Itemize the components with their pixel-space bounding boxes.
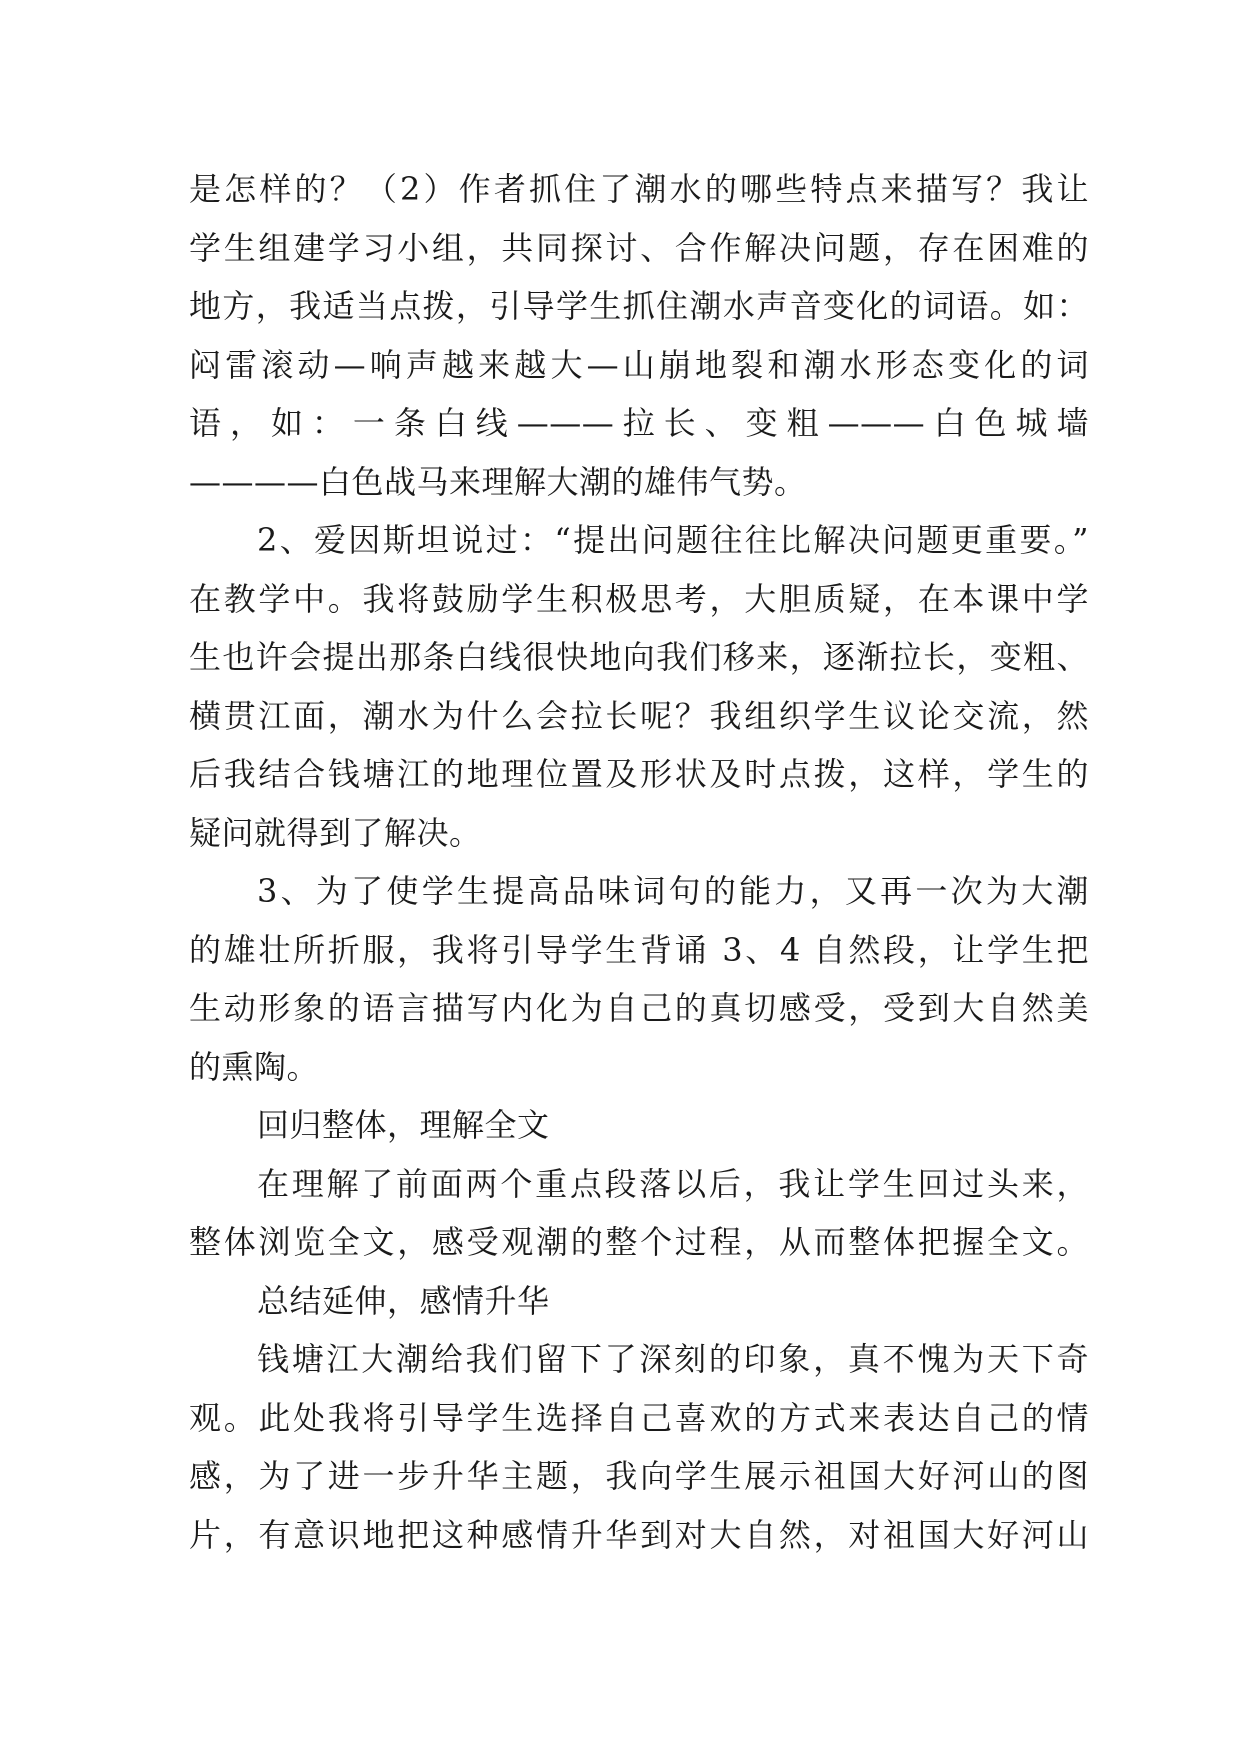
text-line: 学生组建学习小组，共同探讨、合作解决问题，存在困难的 <box>189 228 1089 267</box>
text-line: 生动形象的语言描写内化为自己的真切感受，受到大自然美 <box>189 989 1089 1027</box>
text-line: 整体浏览全文，感受观潮的整个过程，从而整体把握全文。 <box>189 1223 1089 1261</box>
text-line: 总结延伸，感情升华 <box>257 1281 550 1320</box>
text-line: 疑问就得到了解决。 <box>189 813 482 852</box>
text-line: 3、为了使学生提高品味词句的能力，又再一次为大潮 <box>257 872 1089 910</box>
text-line: 横贯江面，潮水为什么会拉长呢？我组织学生议论交流，然 <box>189 696 1089 735</box>
paragraph-4 <box>189 1155 1089 1272</box>
text-line: 地方，我适当点拨，引导学生抓住潮水声音变化的词语。如： <box>189 287 1089 325</box>
text-line: 回归整体，理解全文 <box>257 1106 550 1144</box>
heading-return-whole <box>189 1096 1089 1155</box>
paragraph-5 <box>189 1330 1089 1564</box>
paragraph-1 <box>189 160 1089 511</box>
text-line: 感，为了进一步升华主题，我向学生展示祖国大好河山的图 <box>189 1457 1089 1495</box>
text-line: 的雄壮所折服，我将引导学生背诵 3、4 自然段，让学生把 <box>189 930 1089 969</box>
text-line: ————白色战马来理解大潮的雄伟气势。 <box>189 462 807 501</box>
text-line: 2、爱因斯坦说过：“提出问题往往比解决问题更重要。” <box>257 521 1089 559</box>
document-body <box>189 160 1089 1564</box>
text-line: 后我结合钱塘江的地理位置及形状及时点拨，这样，学生的 <box>189 755 1089 793</box>
heading-summary <box>189 1272 1089 1331</box>
text-line: 生也许会提出那条白线很快地向我们移来，逐渐拉长，变粗、 <box>189 638 1089 676</box>
text-line: 观。此处我将引导学生选择自己喜欢的方式来表达自己的情 <box>189 1398 1089 1437</box>
paragraph-3 <box>189 862 1089 1096</box>
text-line: 的熏陶。 <box>189 1047 320 1086</box>
text-line: 片，有意识地把这种感情升华到对大自然，对祖国大好河山 <box>189 1515 1089 1554</box>
text-line: 在教学中。我将鼓励学生积极思考，大胆质疑，在本课中学 <box>189 579 1089 618</box>
paragraph-2 <box>189 511 1089 862</box>
text-line: 闷雷滚动—响声越来越大—山崩地裂和潮水形态变化的词 <box>189 345 1089 384</box>
text-line: 在理解了前面两个重点段落以后，我让学生回过头来， <box>257 1164 1089 1203</box>
text-line: 是怎样的？（2）作者抓住了潮水的哪些特点来描写？我让 <box>189 170 1089 208</box>
text-line: 语，如：一条白线———拉长、变粗———白色城墙 <box>189 404 1089 442</box>
text-line: 钱塘江大潮给我们留下了深刻的印象，真不愧为天下奇 <box>257 1340 1089 1378</box>
